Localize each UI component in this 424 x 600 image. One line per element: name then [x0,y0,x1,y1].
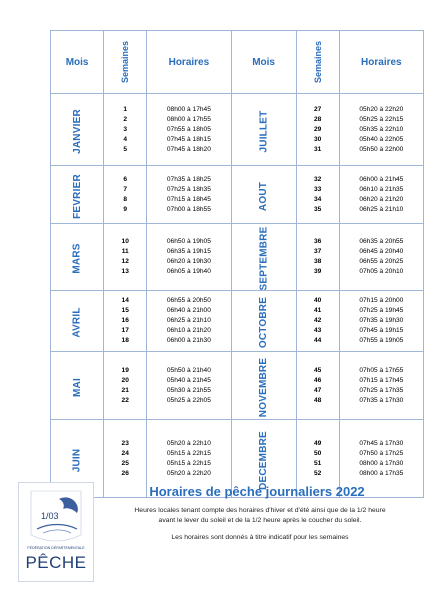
header-mois-left: Mois [51,31,104,94]
month-cell [51,224,104,291]
week-number-value: 12 [121,258,129,265]
hours-value: 07h25 à 18h35 [166,185,211,193]
week-number-value: 41 [313,307,322,314]
fishing-hours-table [50,30,424,498]
hours-value: 06h35 à 20h55 [359,238,404,245]
hours-value: 06h25 à 21h10 [359,205,404,213]
week-number-value: 22 [121,396,129,404]
week-number-cell [296,352,339,420]
month-cell [231,291,296,352]
hours-value: 07h45 à 18h15 [166,135,211,143]
table-row [51,352,424,420]
hours-value: 06h10 à 21h20 [166,327,211,334]
week-number-value: 37 [313,248,322,255]
hours-value: 05h20 à 22h10 [166,439,211,447]
month-label: OCTOBRE [258,296,270,349]
hours-value: 05h15 à 22h15 [166,449,211,457]
month-label: JUILLET [258,110,270,152]
week-number-value: 21 [121,386,129,394]
table-header-row [51,31,424,94]
month-cell [51,291,104,352]
week-number-value: 52 [313,469,322,477]
week-number-value: 39 [313,268,322,275]
week-number-value: 8 [123,195,128,203]
month-cell [231,94,296,166]
hours-value: 05h30 à 21h55 [166,386,211,394]
hours-value: 07h15 à 17h45 [359,376,404,384]
hours-value: 07h25 à 19h45 [359,307,404,314]
week-number-value: 2 [123,115,128,123]
footer-title: Horaires de pêche journaliers 2022 [149,484,365,499]
hours-value: 07h35 à 18h25 [166,175,211,183]
hours-value: 06h20 à 21h20 [359,195,404,203]
hours-value: 05h40 à 21h45 [166,376,211,384]
hours-value: 06h00 à 21h30 [166,337,211,344]
hours-value: 07h15 à 20h00 [359,297,404,304]
month-cell [231,166,296,224]
month-cell [51,166,104,224]
hours-value: 06h50 à 19h05 [166,238,211,245]
month-label: NOVEMBRE [258,357,270,417]
week-number-cell [296,94,339,166]
hours-value: 05h35 à 22h10 [359,125,404,133]
week-number-value: 17 [121,327,129,334]
hours-value: 05h20 à 22h20 [359,105,404,113]
week-number-value: 26 [121,469,129,477]
month-label: AVRIL [71,307,83,338]
week-number-value: 42 [313,317,322,324]
week-number-value: 35 [313,205,322,213]
week-number-value: 40 [313,297,322,304]
week-number-value: 38 [313,258,322,265]
footer-note-line-3: Les horaires sont donnés à titre indicatif pour les semaines [171,534,349,541]
hours-cell [147,352,231,420]
week-number-value: 9 [123,205,128,213]
hours-cell [147,166,231,224]
hours-value: 08h00 à 17h55 [166,115,211,123]
hours-value: 05h25 à 22h15 [359,115,404,123]
week-number-value: 4 [123,135,128,143]
hours-value: 08h00 à 17h35 [359,469,404,477]
hours-value: 06h55 à 20h50 [166,297,211,304]
week-number-value: 19 [121,366,129,374]
hours-cell [147,94,231,166]
month-label: JANVIER [71,108,83,154]
week-number-value: 20 [121,376,129,384]
month-label: MAI [71,377,83,397]
hours-cell [147,291,231,352]
hours-cell [339,166,423,224]
month-cell [231,224,296,291]
week-number-value: 7 [123,185,128,193]
week-number-cell [104,352,147,420]
table-row [51,291,424,352]
week-number-value: 51 [313,459,322,467]
week-number-cell [104,291,147,352]
logo-peche: PÊCHE [25,553,87,572]
hours-cell [339,291,423,352]
hours-value: 06h35 à 19h15 [166,248,211,255]
month-label: JUIN [71,448,83,472]
week-number-value: 11 [121,248,129,255]
header-horaires-left: Horaires [147,31,231,94]
week-number-value: 13 [121,268,129,275]
footer-note-line-2: avant le lever du soleil et de la 1/2 heure après le coucher du soleil. [158,517,362,524]
federation-logo [18,482,94,582]
week-number-cell [104,166,147,224]
week-number-value: 45 [313,366,322,374]
table-row [51,224,424,291]
week-number-value: 16 [121,317,129,324]
hours-value: 07h05 à 17h55 [359,366,404,374]
hours-value: 05h15 à 22h15 [166,459,211,467]
hours-value: 06h00 à 21h45 [359,175,404,183]
week-number-value: 36 [313,238,322,245]
week-number-value: 44 [313,337,322,344]
hours-value: 05h50 à 22h00 [359,145,404,153]
week-number-value: 6 [123,175,128,183]
hours-value: 06h10 à 21h35 [359,185,404,193]
hours-value: 07h45 à 19h15 [359,327,404,334]
week-number-value: 30 [313,135,322,143]
hours-cell [339,352,423,420]
month-label: MARS [71,243,83,274]
hours-value: 05h50 à 21h40 [166,366,211,374]
hours-value: 07h35 à 19h30 [359,317,404,324]
week-number-cell [104,94,147,166]
week-number-cell [296,166,339,224]
hours-value: 05h20 à 22h20 [166,469,211,477]
hours-value: 07h45 à 18h20 [166,145,211,153]
week-number-value: 24 [121,449,129,457]
hours-value: 06h05 à 19h40 [166,268,211,275]
week-number-value: 18 [121,337,129,344]
week-number-value: 10 [121,238,129,245]
month-label: DECEMBRE [258,430,270,490]
table-row [51,166,424,224]
week-number-value: 14 [121,297,129,304]
hours-value: 07h05 à 20h10 [359,268,404,275]
week-number-value: 32 [313,175,322,183]
logo-number: 1/03 [41,511,59,521]
month-cell [51,352,104,420]
hours-value: 07h00 à 18h55 [166,205,211,213]
hours-value: 07h25 à 17h35 [359,386,404,394]
hours-value: 07h45 à 17h30 [359,439,404,447]
week-number-value: 33 [313,185,322,193]
week-number-cell [296,224,339,291]
week-number-value: 31 [313,145,322,153]
week-number-value: 48 [313,396,322,404]
month-label: AOUT [258,181,270,211]
week-number-value: 29 [313,125,322,133]
header-semaines-label: Semaines [120,40,131,83]
hours-value: 06h40 à 21h00 [166,307,211,314]
footer-note-line-1: Heures locales tenant compte des horaires d'hiver et d'été ainsi que de la 1/2 heure [134,507,386,514]
header-mois-right: Mois [231,31,296,94]
month-label: SEPTEMBRE [258,226,270,291]
hours-value: 06h20 à 19h30 [166,258,211,265]
week-number-cell [296,291,339,352]
week-number-value: 46 [313,376,322,384]
header-semaines-label: Semaines [312,40,323,83]
hours-cell [147,224,231,291]
header-horaires-right: Horaires [339,31,423,94]
week-number-value: 1 [123,105,128,113]
week-number-value: 43 [313,327,322,334]
month-cell [231,352,296,420]
week-number-value: 49 [313,439,322,447]
hours-value: 07h35 à 17h30 [359,396,404,404]
hours-value: 05h40 à 22h05 [359,135,404,143]
hours-value: 07h55 à 18h05 [166,125,211,133]
week-number-value: 34 [313,195,322,203]
month-cell [51,94,104,166]
week-number-value: 15 [121,307,129,314]
week-number-cell [104,224,147,291]
hours-cell [339,224,423,291]
week-number-value: 28 [313,115,322,123]
hours-value: 06h45 à 20h40 [359,248,404,255]
hours-value: 07h55 à 19h05 [359,337,404,344]
hours-value: 07h50 à 17h25 [359,449,404,457]
hours-value: 08h00 à 17h45 [166,105,211,113]
week-number-value: 25 [121,459,129,467]
hours-value: 07h15 à 18h45 [166,195,211,203]
week-number-value: 5 [123,145,128,153]
hours-value: 05h25 à 22h05 [166,396,211,404]
month-label: FEVRIER [71,173,83,219]
hours-value: 06h55 à 20h25 [359,258,404,265]
week-number-value: 23 [121,439,129,447]
week-number-value: 50 [313,449,322,457]
table-row [51,94,424,166]
header-semaines-left [104,31,147,94]
hours-value: 06h25 à 21h10 [166,317,211,324]
header-semaines-right [296,31,339,94]
logo-federation: FÉDÉRATION DÉPARTEMENTALE [27,546,85,550]
week-number-value: 3 [123,125,128,133]
hours-value: 08h00 à 17h30 [359,459,404,467]
week-number-value: 27 [313,105,322,113]
week-number-value: 47 [313,386,322,394]
hours-cell [339,94,423,166]
